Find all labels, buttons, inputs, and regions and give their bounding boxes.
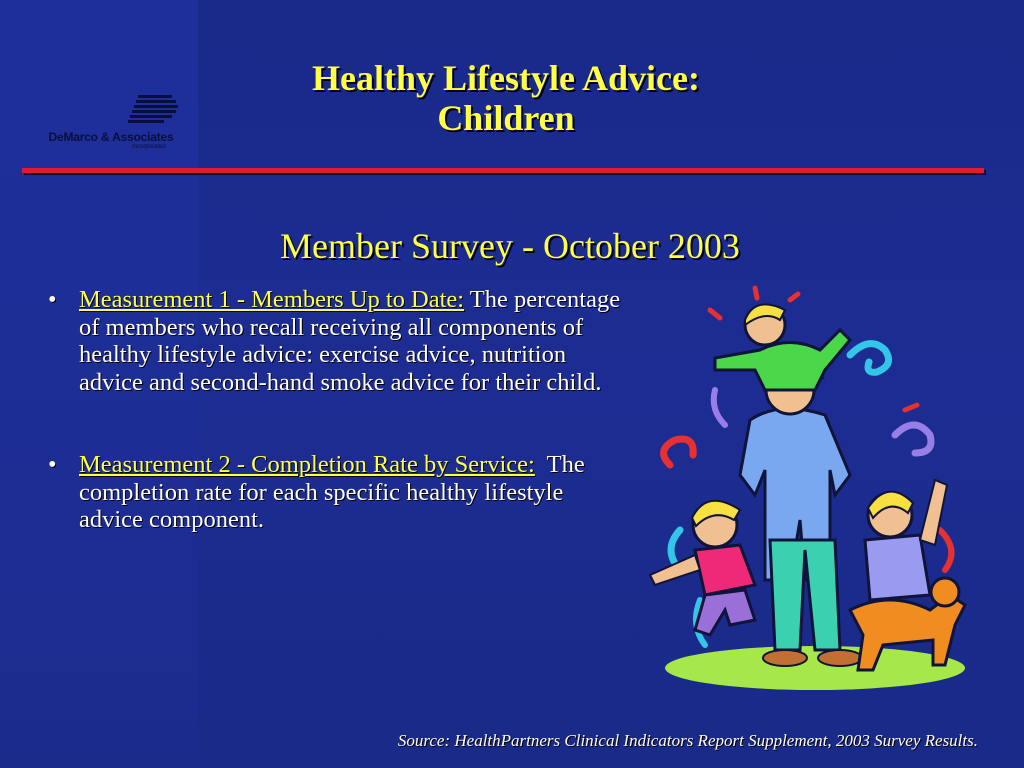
bullet-body: The completion rate for each specific healthy lifestyle advice component. (79, 451, 585, 533)
title-divider (22, 168, 984, 173)
bullet-list (48, 286, 626, 589)
bullet-heading: Measurement 1 - Members Up to Date: (79, 286, 465, 313)
source-citation: Source: HealthPartners Clinical Indicators Report Supplement, 2003 Survey Results. (397, 731, 978, 750)
family-clipart-icon (640, 280, 980, 700)
slide-title-line2: Children (437, 98, 575, 138)
bullet-item (48, 451, 626, 534)
bullet-body: The percentage of members who recall receiving all components of healthy lifestyle advice: exercise advice, nutrition advice and second-hand smoke advice for their child. (79, 286, 621, 396)
bullet-item (48, 286, 626, 396)
bullet-dot-icon: • (48, 451, 57, 478)
logo-mark-icon (20, 92, 180, 132)
slide-title-line1: Healthy Lifestyle Advice: (312, 58, 700, 98)
logo-company-name: DeMarco & Associates (48, 130, 174, 144)
slide-title (300, 58, 712, 138)
logo-tagline: Incorporated (132, 144, 166, 150)
slide-subtitle: Member Survey - October 2003 (280, 226, 740, 266)
bullet-heading: Measurement 2 - Completion Rate by Service: (79, 451, 535, 478)
bullet-dot-icon: • (48, 286, 57, 313)
company-logo (20, 92, 180, 154)
